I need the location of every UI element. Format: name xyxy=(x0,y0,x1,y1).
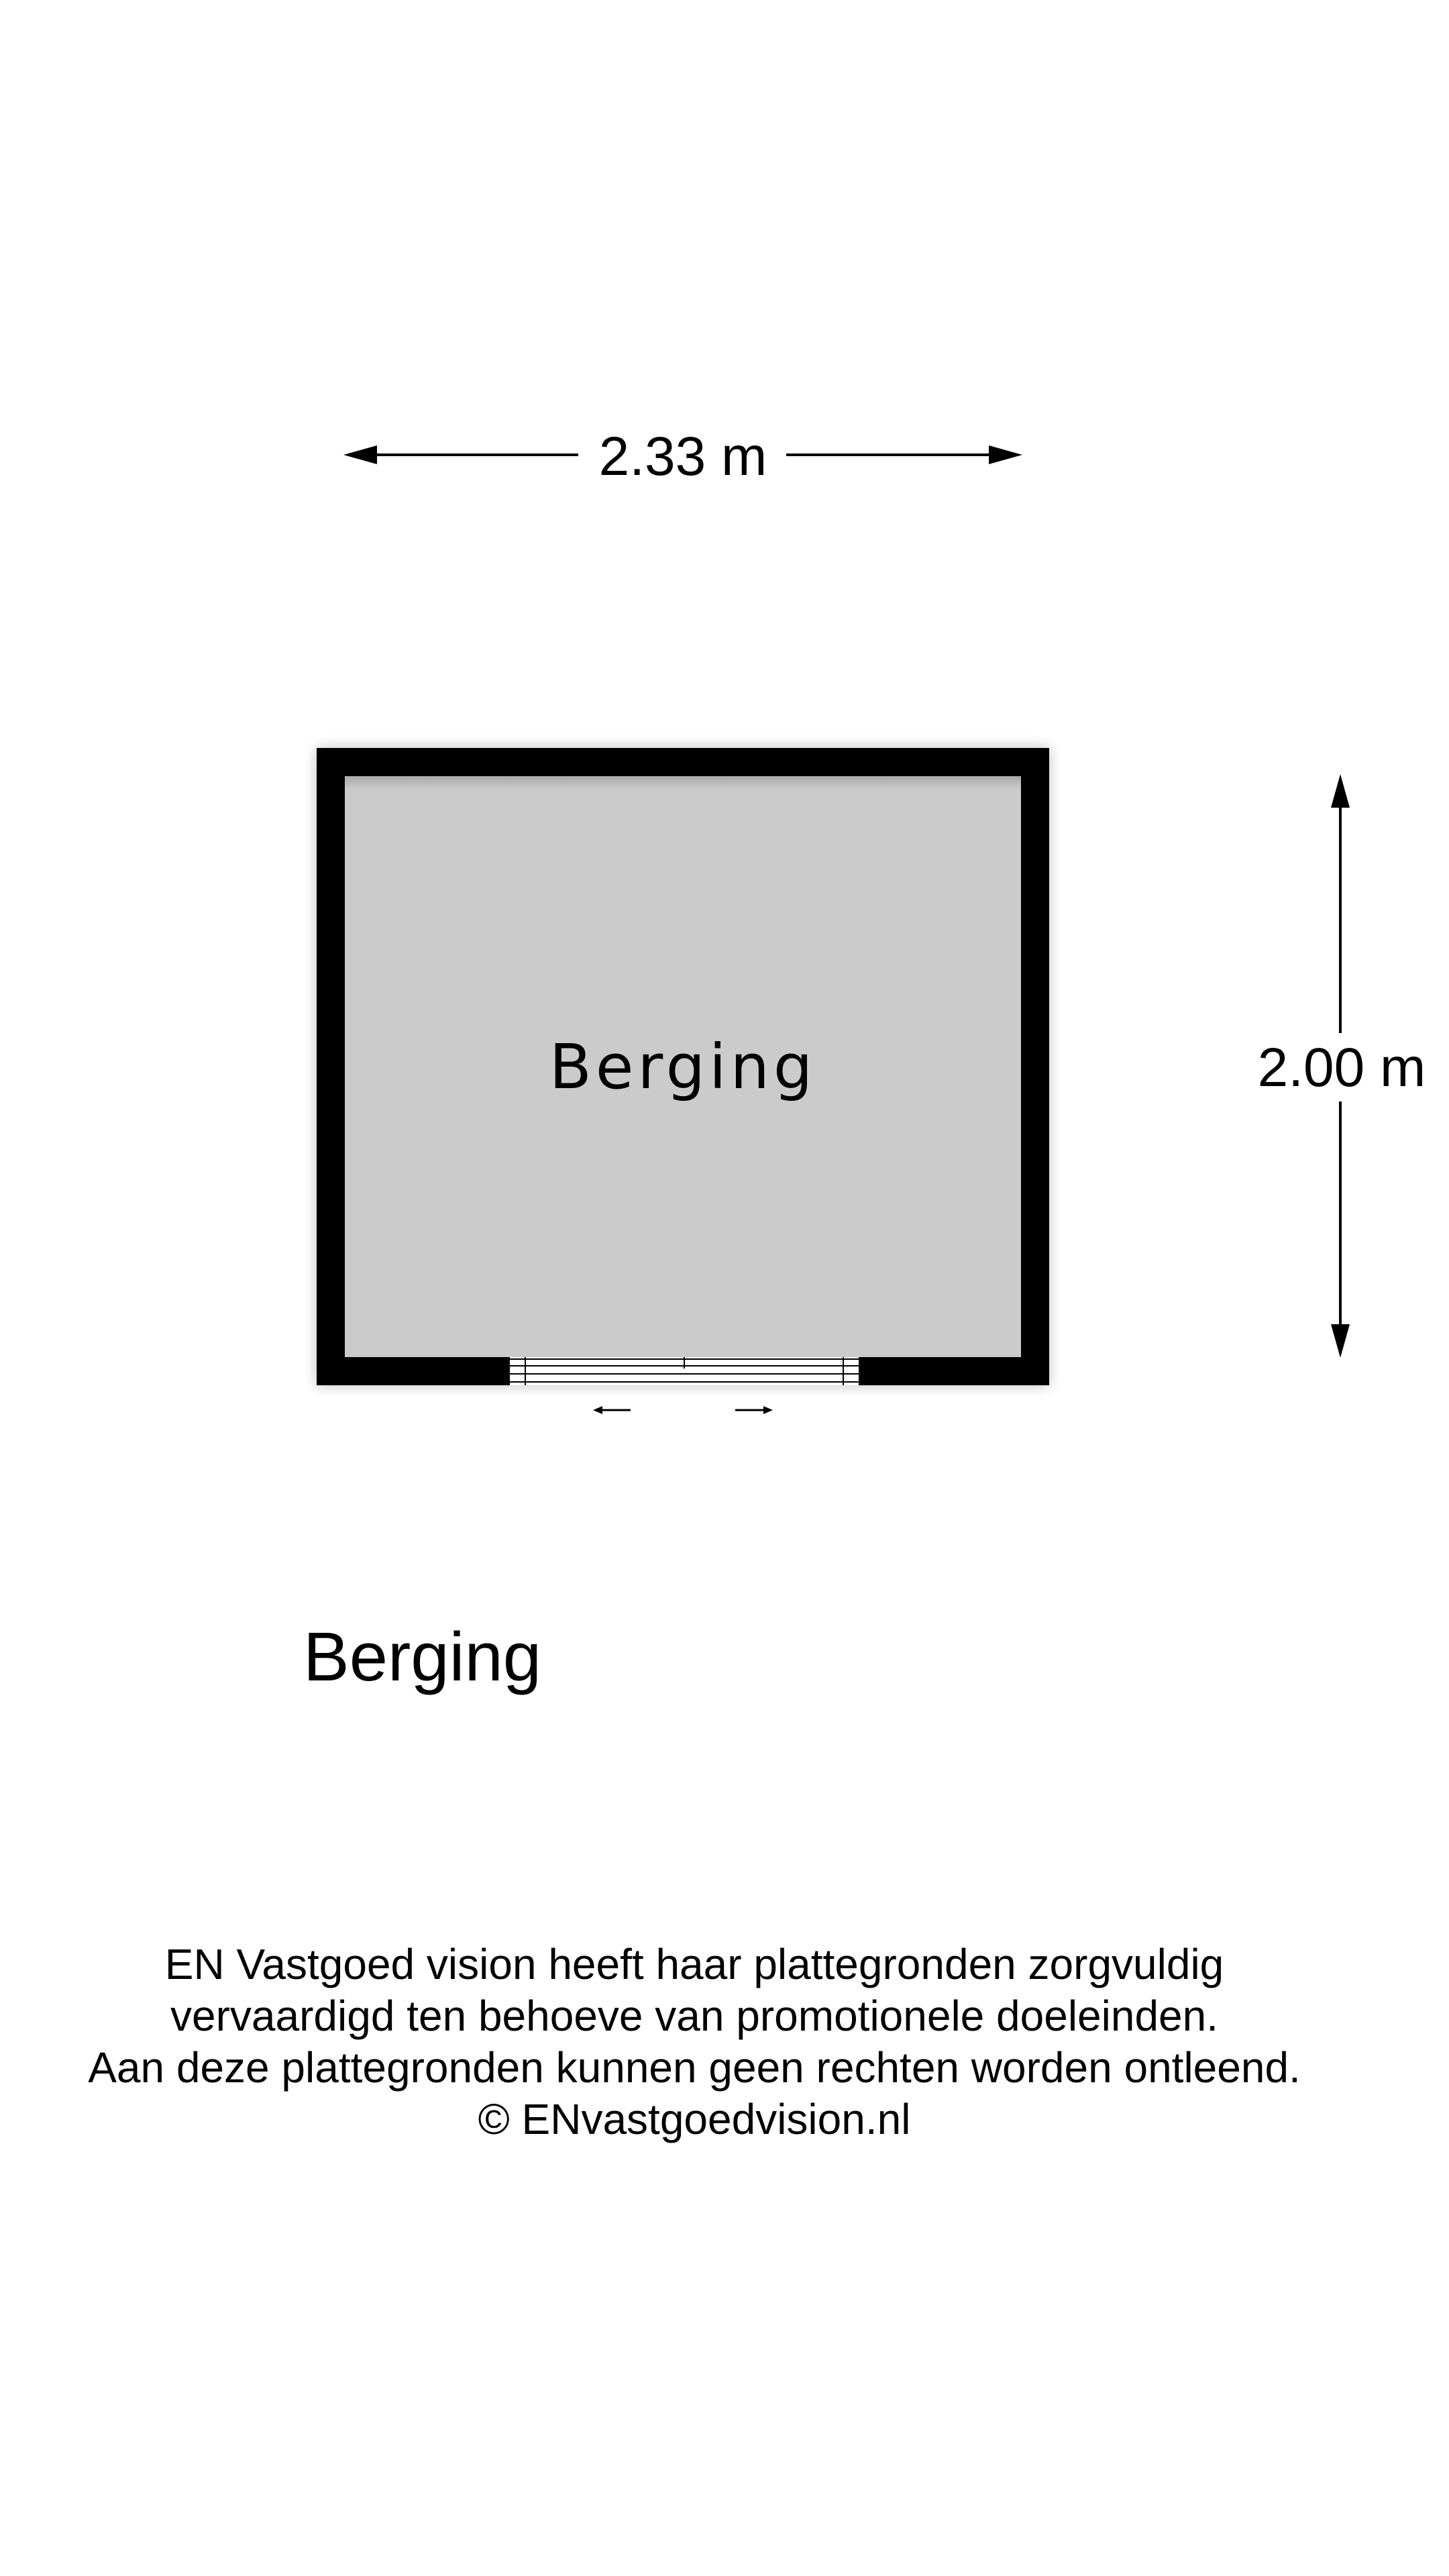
room-label: Berging xyxy=(549,1031,817,1103)
disclaimer-line: EN Vastgoed vision heeft haar plattegronden zorgvuldig xyxy=(164,1940,1224,1988)
width-arrowhead-right xyxy=(989,445,1022,464)
disclaimer-line: Aan deze plattegronden kunnen geen rechten worden ontleend. xyxy=(88,2043,1301,2092)
height-dimension xyxy=(1258,774,1426,1358)
disclaimer xyxy=(0,1939,1389,2145)
width-arrowhead-left xyxy=(343,445,377,464)
room-berging xyxy=(317,748,1049,1385)
door-arrowhead-left xyxy=(593,1406,602,1414)
height-arrowhead-bottom xyxy=(1331,1324,1350,1358)
copyright-line: © ENvastgoedvision.nl xyxy=(478,2095,911,2143)
room-floor-edge-shade xyxy=(345,776,1021,790)
door-arrowhead-right xyxy=(763,1406,773,1414)
height-arrowhead-top xyxy=(1331,774,1350,808)
door-slide-arrows xyxy=(593,1406,773,1414)
level-title: Berging xyxy=(303,1618,542,1695)
width-dimension-label: 2.33 m xyxy=(598,426,767,487)
width-dimension xyxy=(343,426,1022,487)
disclaimer-line: vervaardigd ten behoeve van promotionele doeleinden. xyxy=(170,1992,1218,2040)
height-dimension-label: 2.00 m xyxy=(1257,1037,1426,1098)
